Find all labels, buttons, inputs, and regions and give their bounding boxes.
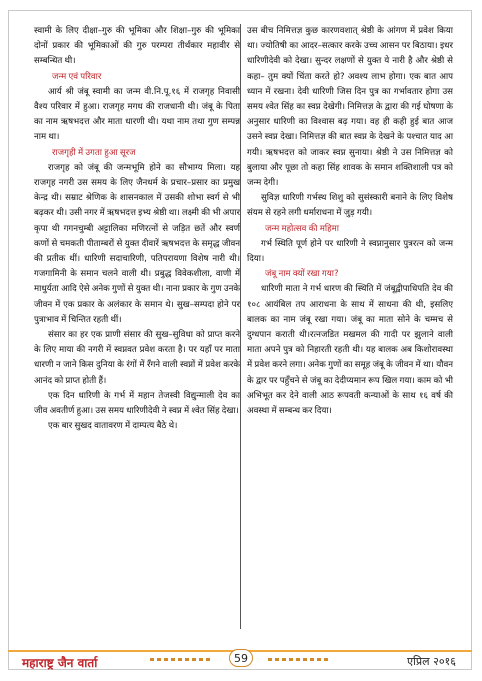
heading-birth-family: जन्म एवं परिवार (52, 71, 102, 82)
right-paragraph-3: गर्भ स्थिति पूर्ण होने पर धारिणी ने स्वप्नानुसार पुत्ररत्न को जन्म दिया। (247, 238, 453, 265)
heading-rising-sun: राजगृही में उगता हुआ सूरज (52, 147, 136, 158)
right-paragraph-2: सुविज्ञ धारिणी गर्भस्थ शिशु को सुसंस्कारी बनाने के लिए विशेष संयम से रहने लगी धर्माराधना में जुड़ गयी। (247, 193, 453, 219)
left-paragraph-4: संसार का हर एक प्राणी संसार की सुख–सुविधा को प्राप्त करने के लिए माया की नगरी में स्वप्नवत प्रवेश करता है। पर यहाँ पर माता धारणी न जाने किस दुनिया के रंगों में रँगने वाली स्वप्नों में प्रवेश करके आनंद को प्राप्त होती हैं। (34, 330, 240, 386)
left-paragraph-6: एक बार सुखद वातावरण में दाम्पत्य बैठे थे। (48, 421, 178, 432)
left-paragraph-5: एक दिन धारिणी के गर्भ में महान तेजस्वी विद्युन्माली देव का जीव अवतीर्ण हुआ। उस समय धारिणीदेवी ने स्वप्न में श्वेत सिंह देखा। (34, 390, 240, 417)
right-paragraph-4: धारिणी माता ने गर्भ धारण की स्थिति में जंबूद्वीपाधिपति देव की १०८ आयंबिल तप आराधना के साथ में साधना की थी, इसलिए बालक का नाम जंबू रखा गया। जंबू का माता सोने के चम्मच से दुग्धपान कराती थी।रत्नजडित मखमल की गादी पर झुलाने वाली माता अपने पुत्र को निहारती रहती थी। यह बालक अब किशोरावस्था में प्रवेश करने लगा। अनेक गुणों का समूह जंबू के जीवन में था। यौवन के द्वार पर पहुँचने से जंबू का देदीप्यमान रूप खिल गया। काम को भी अभिभूत कर देने वाली आठ रूपवती कन्याओं के साथ १६ वर्ष की अवस्था में सम्बन्ध कर दिया। (247, 284, 453, 417)
left-paragraph-2: आर्य श्री जंबू स्वामी का जन्म वी.नि.पू.१६ में राजगृह निवासी वैश्य परिवार में हुआ। राजगृह मगध की राजधानी थी। जंबू के पिता का नाम ऋषभदत्त और माता धारणी थी। यथा नाम तथा गुण सम्पन्न नाम था। (34, 86, 240, 143)
right-column (247, 24, 453, 419)
left-paragraph-1: स्वामी के लिए दीक्षा–गुरु की भूमिका और शिक्षा–गुरु की भूमिका दोनों प्रकार की भूमिकाओं की गुरु परम्परा तीर्थंकार महावीर से सम्बन्धित थी। (34, 26, 240, 67)
footer-ornament-right (268, 658, 328, 661)
magazine-name: महाराष्ट्र जैन वार्ता (22, 656, 98, 670)
left-column (34, 24, 240, 434)
page-number: 59 (229, 649, 253, 667)
footer-ornament-left (150, 658, 210, 661)
right-paragraph-1: उस बीच निमित्तज्ञ कुछ कारणवशात् श्रेष्ठी के आंगण में प्रवेश किया था। ज्योतिषी का आदर–सत्कार करके उच्च आसन पर बिठाया। इधर धारिणीदेवी को देखा। सुन्दर लक्षणों से युक्त ये नारी है और श्रेष्ठी से कहा– तुम क्यों चिंता करते हो? अवश्य लाभ होगा। एक बात आप ध्यान में रखना। देवी धारिणी जिस दिन पुत्र का गर्भावतार होगा उस समय श्वेत सिंह का स्वप्न देखेगी। निमित्तज्ञ के द्वारा की गई घोषणा के अनुसार धारिणी का विश्वास बढ़ गया। वह ही कही हुई बात आज उसने स्वप्न देखा। निमित्तज्ञ की बात स्वप्न के देखने के पश्चात याद आ गयी। ऋषभदत्त को जाकर स्वप्न सुनाया। श्रेष्ठी ने उस निमित्तज्ञ को बुलाया और पूछा तो कहा सिंह शावक के समान शक्तिशाली पत्र को जन्म देगी। (247, 26, 453, 189)
issue-date: एप्रिल २०१६ (406, 655, 456, 668)
column-divider (240, 24, 241, 629)
heading-why-name-jambu: जंबू नाम क्यों रखा गया? (265, 269, 339, 280)
heading-birth-celebration: जन्म महोत्सव की महिमा (265, 223, 340, 234)
left-paragraph-3: राजगृह को जंबू की जन्मभूमि होने का सौभाग्य मिला। यह राजगृह नगरी उस समय के लिए जैनधर्म के प्रचार–प्रसार का प्रमुख केन्द्र थी। सम्राट श्रेणिक के शासनकाल में उसकी शोभा स्वर्ग से भी बढ़कर थी। उसी नगर में ऋषभदत्त इभ्य श्रेष्ठी था। लक्ष्मी की भी अपार कृपा थी गगनचुम्बी अट्टालिका मणिरत्नों से जड़ित छतें और स्वर्ण कणों से चमकती पीताम्बरों से युक्त दीवारें ऋषभदत्त के समृद्ध जीवन की प्रतीक थीं। धारिणी सदाचारिणी, पतिपरायणा विशेष नारी थी। गजगामिनी के समान चलने वाली थी। प्रबुद्ध विवेकशीला, वाणी में माधुर्यता आदि ऐसे अनेक गुणों से युक्त थी। नाना प्रकार के गुण उनके जीवन में एक प्रकार के अलंकार के समान थे। सुख–सम्पदा होने पर पुत्राभाव में चिन्तित रहती थीं। (34, 162, 240, 325)
